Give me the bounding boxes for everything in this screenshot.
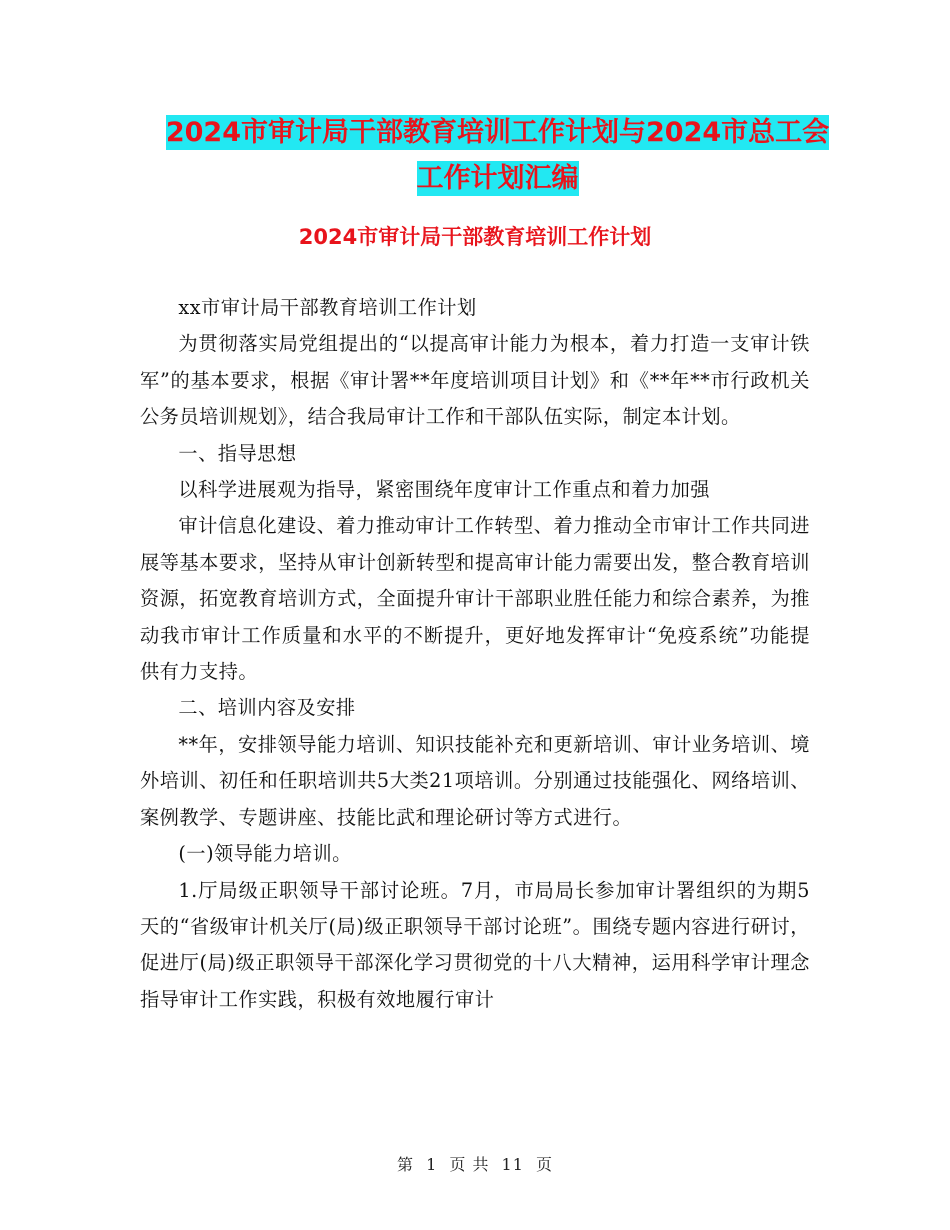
document-main-title (130, 110, 865, 202)
footer-prefix: 第 (396, 1155, 414, 1174)
footer-suffix: 页 (536, 1155, 554, 1174)
paragraph-training-content: **年，安排领导能力培训、知识技能补充和更新培训、审计业务培训、境外培训、初任和任职培训共5大类21项培训。分别通过技能强化、网络培训、案例教学、专题讲座、技能比武和理论研讨等方式进行。 (140, 732, 810, 829)
footer-total-pages: 11 (501, 1155, 524, 1174)
section-title: 2024市审计局干部教育培训工作计划 (298, 225, 652, 249)
paragraph-guiding-thought-2: 审计信息化建设、着力推动审计工作转型、着力推动全市审计工作共同进展等基本要求，坚持从审计创新转型和提高审计能力需要出发，整合教育培训资源，拓宽教育培训方式，全面提升审计干部职业胜任能力和综合素养，为推动我市审计工作质量和水平的不断提升，更好地发挥审计“免疫系统”功能提供有力支持。 (140, 514, 810, 684)
footer-page-number: 1 (426, 1155, 438, 1174)
paragraph-leadership-seminar: 1.厅局级正职领导干部讨论班。7月，市局局长参加审计署组织的为期5天的“省级审计机关厅(局)级正职领导干部讨论班”。围绕专题内容进行研讨，促进厅(局)级正职领导干部深化学习贯彻党的十八大精神，运用科学审计理念指导审计工作实践，积极有效地履行审计 (140, 878, 810, 1011)
main-title-line-1: 2024市审计局干部教育培训工作计划与2024市总工会 (165, 117, 830, 148)
heading-leadership-training: (一)领导能力培训。 (178, 842, 352, 866)
document-body (140, 290, 810, 1018)
page-footer (0, 1152, 950, 1175)
paragraph-guiding-thought-1: 以科学进展观为指导，紧密围绕年度审计工作重点和着力加强 (178, 478, 710, 502)
footer-mid: 页 共 (449, 1155, 490, 1174)
paragraph-intro: 为贯彻落实局党组提出的“以提高审计能力为根本，着力打造一支审计铁军”的基本要求，根据《审计署**年度培训项目计划》和《**年**市行政机关公务员培训规划》，结合我局审计工作和干部队伍实际，制定本计划。 (140, 332, 810, 429)
heading-guiding-thought: 一、指导思想 (178, 441, 297, 465)
main-title-line-2: 工作计划汇编 (416, 163, 579, 194)
heading-training-content: 二、培训内容及安排 (178, 696, 356, 720)
paragraph-plan-name: xx市审计局干部教育培训工作计划 (178, 296, 477, 319)
